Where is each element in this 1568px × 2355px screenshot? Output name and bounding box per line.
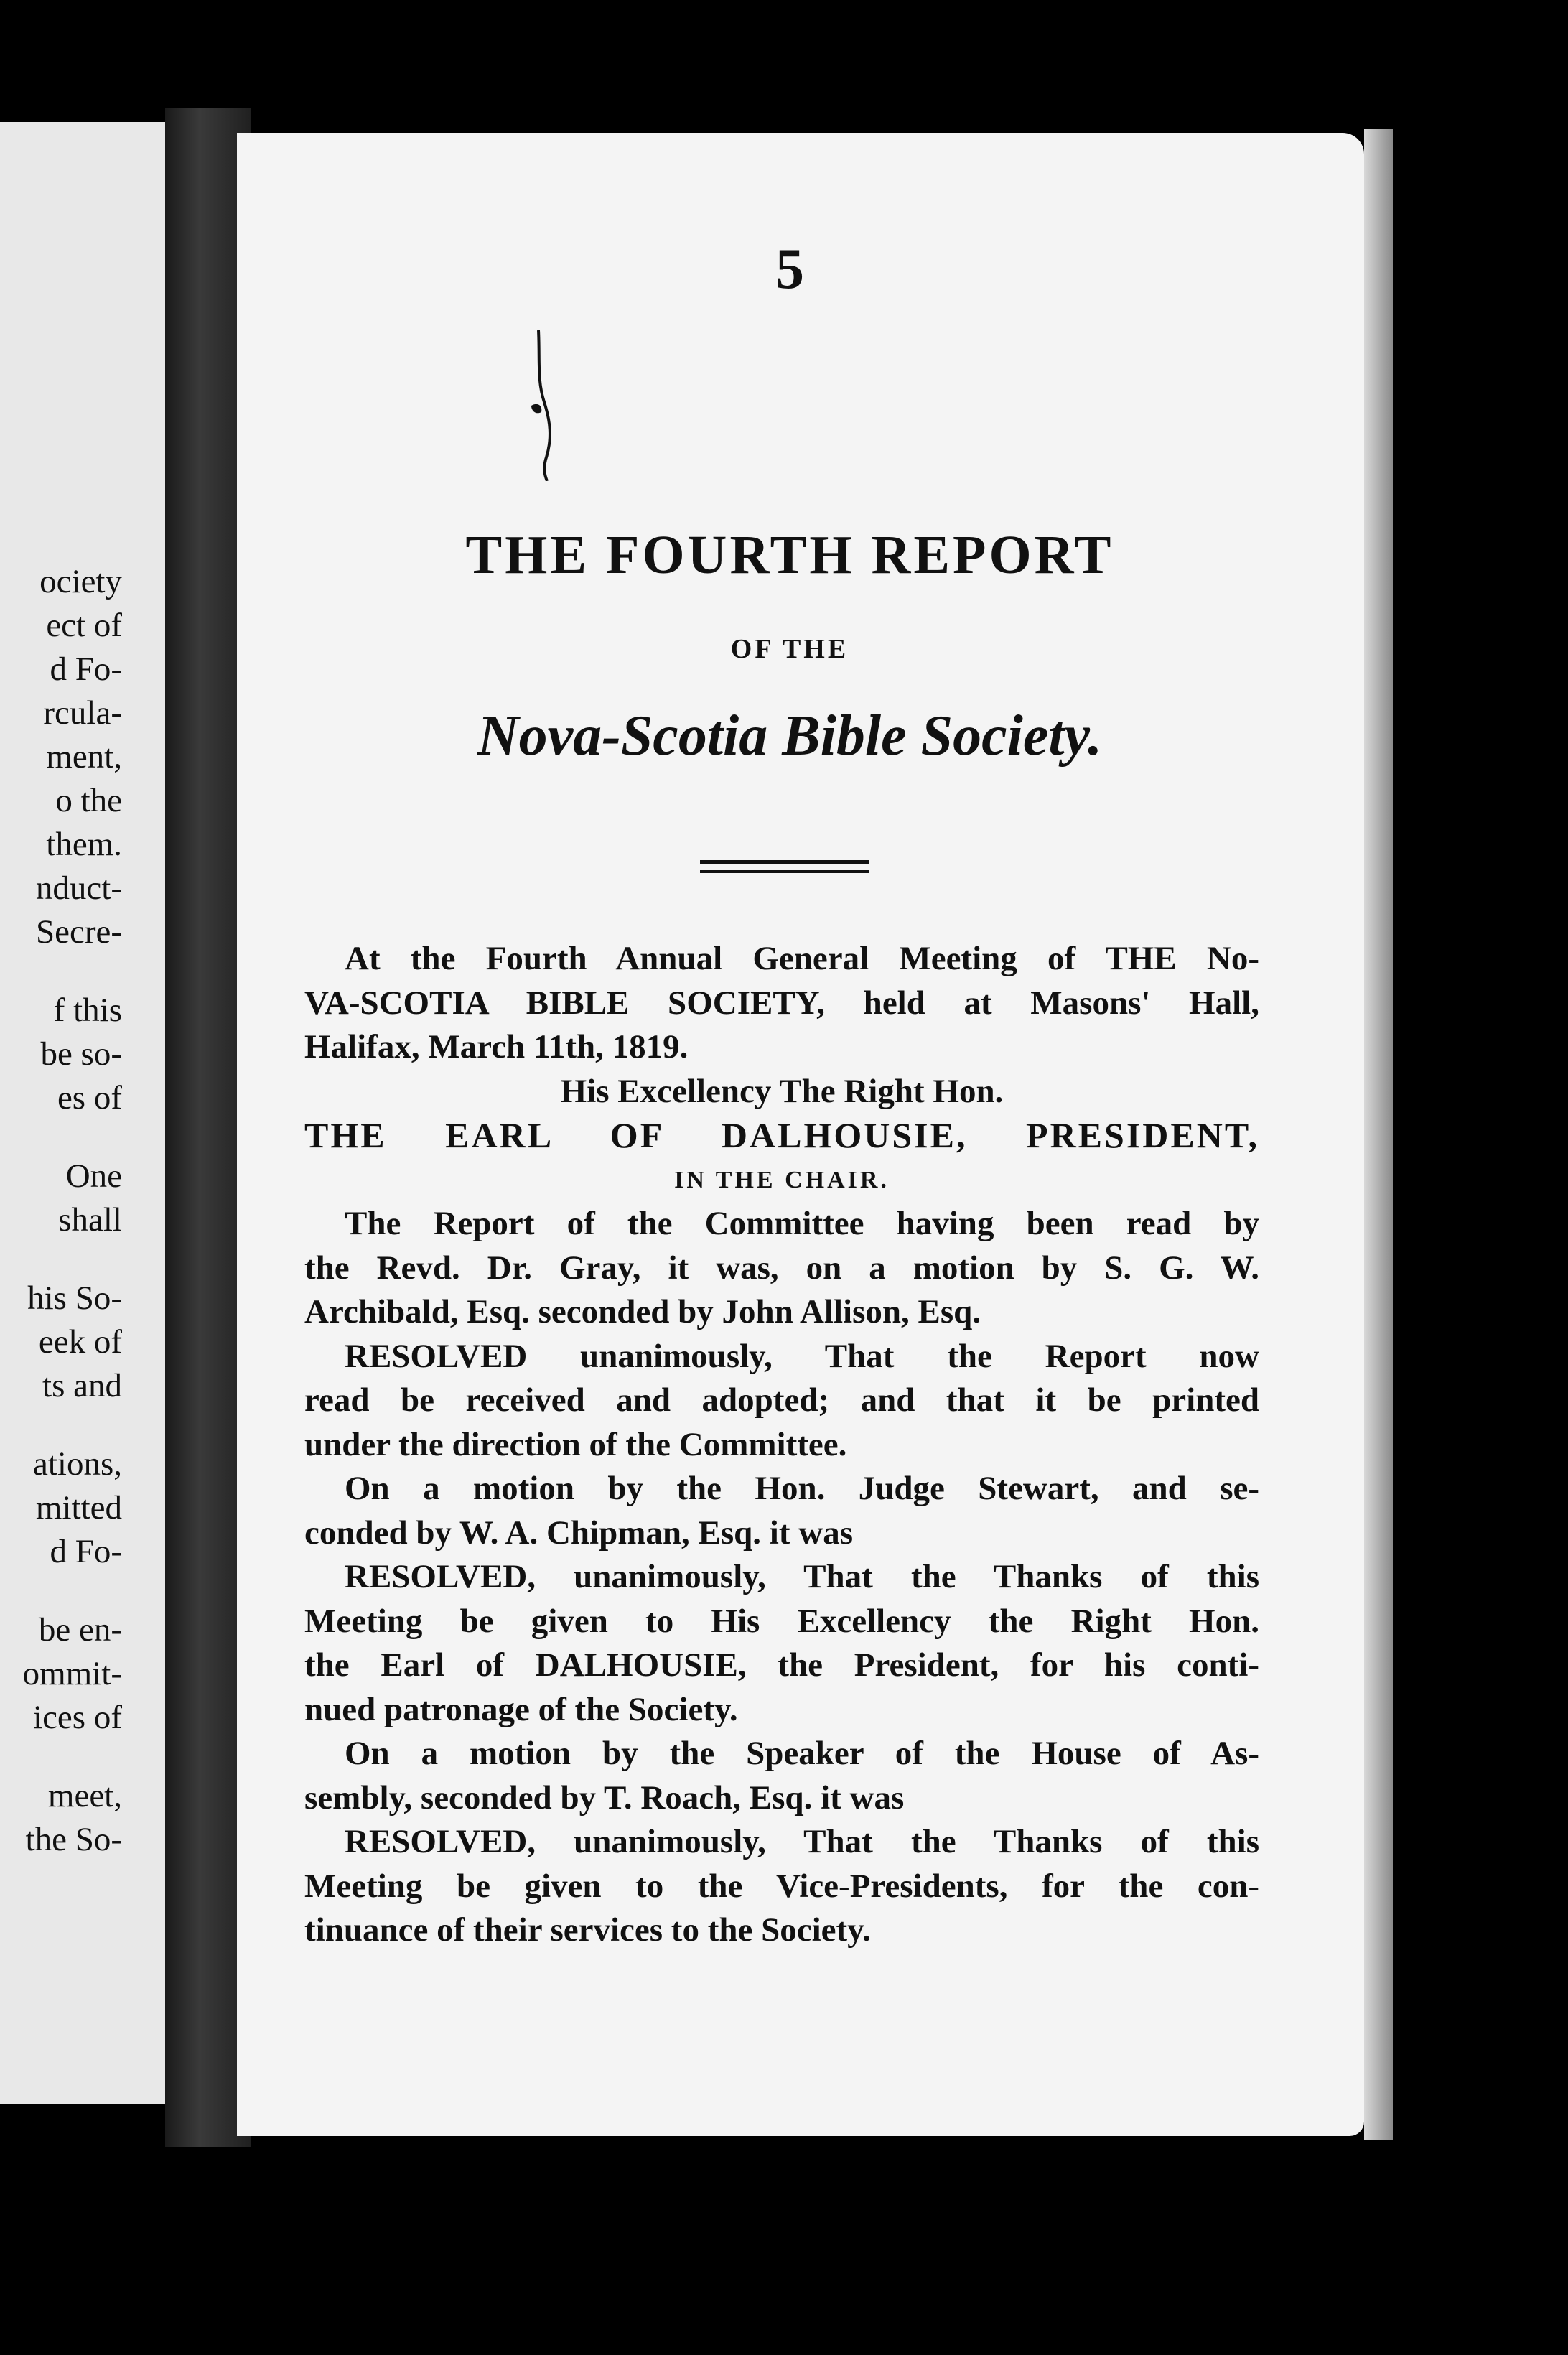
- text-line: Halifax, March 11th, 1819.: [304, 1028, 689, 1065]
- left-line: ices of: [33, 1699, 122, 1736]
- left-line: es of: [57, 1079, 122, 1116]
- text-line: Meeting be given to His Excellency the Right Hon.: [304, 1602, 1259, 1640]
- left-line: ts and: [42, 1367, 122, 1404]
- left-page: [0, 122, 165, 2104]
- text-line: conded by W. A. Chipman, Esq. it was: [304, 1514, 854, 1552]
- text-line: The Report of the Committee having been read by: [345, 1205, 1259, 1242]
- left-gap: [0, 954, 122, 989]
- left-line: d Fo-: [50, 650, 122, 688]
- left-gap: [0, 1408, 122, 1442]
- left-line: eek of: [38, 1323, 122, 1361]
- left-line: rcula-: [43, 694, 122, 732]
- left-line: nduct-: [35, 869, 122, 907]
- left-line: be so-: [40, 1035, 122, 1073]
- page-edge: [1364, 129, 1393, 2140]
- left-line: ect of: [46, 607, 122, 644]
- text-line: the Earl of DALHOUSIE, the President, for his conti-: [304, 1646, 1259, 1684]
- text-line: VA-SCOTIA BIBLE SOCIETY, held at Masons' Hall,: [304, 984, 1259, 1022]
- text-line: Archibald, Esq. seconded by John Allison, Esq.: [304, 1293, 981, 1330]
- left-line: them.: [46, 826, 122, 863]
- left-line: One: [65, 1157, 122, 1195]
- left-line: mitted: [35, 1489, 122, 1526]
- ornament-mark: [524, 330, 567, 481]
- left-line: ations,: [32, 1445, 122, 1483]
- left-line: ociety: [39, 563, 122, 600]
- left-line: d Fo-: [50, 1533, 122, 1570]
- text-line: At the Fourth Annual General Meeting of THE No-: [345, 940, 1259, 977]
- text-line: On a motion by the Speaker of the House of As-: [345, 1735, 1259, 1772]
- left-line: his So-: [27, 1279, 122, 1317]
- text-line: read be received and adopted; and that it be printed: [304, 1381, 1259, 1419]
- left-line: the So-: [25, 1821, 122, 1858]
- report-body: [304, 937, 1259, 1953]
- left-gap: [0, 1740, 122, 1774]
- left-gap: [0, 1242, 122, 1277]
- left-gap: [0, 1120, 122, 1155]
- text-line: Meeting be given to the Vice-Presidents, for the con-: [304, 1867, 1259, 1905]
- left-line: shall: [58, 1201, 122, 1239]
- text-line: His Excellency The Right Hon.: [560, 1072, 1004, 1110]
- text-line: nued patronage of the Society.: [304, 1690, 738, 1728]
- left-line: o the: [55, 782, 122, 819]
- text-line: IN THE CHAIR.: [674, 1166, 890, 1193]
- left-gap: [0, 1574, 122, 1608]
- text-line: under the direction of the Committee.: [304, 1425, 847, 1463]
- double-rule-divider: [700, 860, 869, 873]
- text-line: RESOLVED, unanimously, That the Thanks of this: [345, 1823, 1259, 1860]
- text-line: sembly, seconded by T. Roach, Esq. it was: [304, 1778, 905, 1817]
- text-line: THE EARL OF DALHOUSIE, PRESIDENT,: [304, 1115, 1259, 1155]
- report-subtitle: OF THE: [730, 634, 849, 664]
- text-line: tinuance of their services to the Society.: [304, 1911, 871, 1949]
- report-title: THE FOURTH REPORT: [465, 525, 1114, 585]
- left-line: ment,: [46, 738, 122, 775]
- text-line: RESOLVED, unanimously, That the Thanks of this: [345, 1558, 1259, 1595]
- society-name: Nova-Scotia Bible Society.: [477, 704, 1103, 768]
- left-line: be en-: [38, 1611, 122, 1648]
- left-line: Secre-: [35, 913, 122, 951]
- left-line: f this: [53, 992, 122, 1029]
- text-line: the Revd. Dr. Gray, it was, on a motion by S. G. W.: [304, 1249, 1259, 1287]
- text-line: RESOLVED unanimously, That the Report now: [345, 1337, 1259, 1375]
- page-number: 5: [775, 238, 804, 301]
- left-line: ommit-: [22, 1655, 122, 1692]
- left-page-text: [0, 560, 122, 1862]
- text-line: On a motion by the Hon. Judge Stewart, and se-: [345, 1470, 1259, 1507]
- left-line: meet,: [47, 1777, 122, 1814]
